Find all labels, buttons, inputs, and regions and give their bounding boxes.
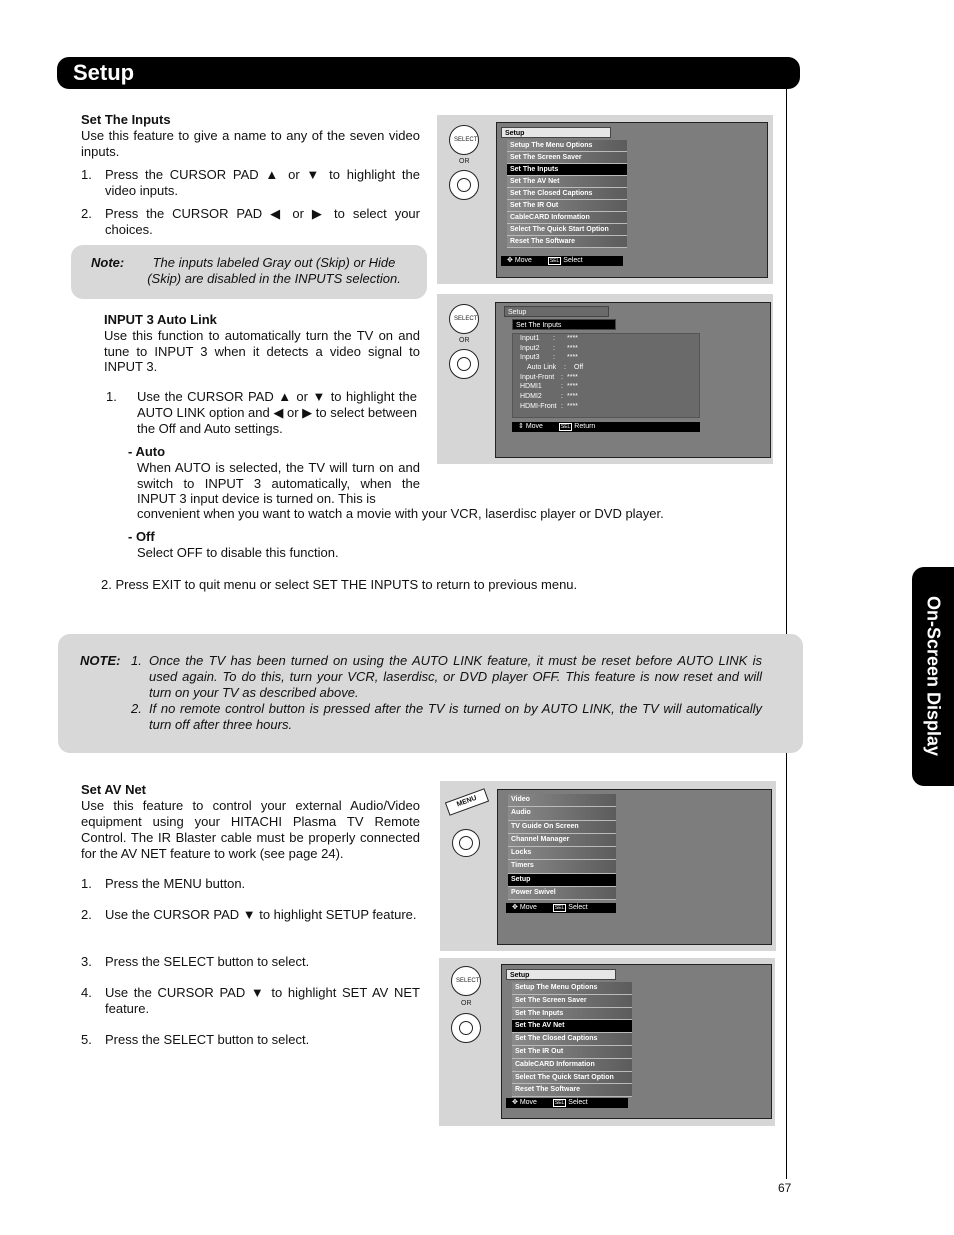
footer-action: Select: [568, 1099, 588, 1106]
cursor-pad-icon: [449, 349, 479, 379]
cursor-center-icon: [459, 1021, 473, 1035]
or-label: OR: [459, 158, 470, 165]
menu-item[interactable]: Setup The Menu Options: [512, 982, 632, 995]
input-sep: :: [553, 335, 555, 342]
step-text: Press the CURSOR PAD ▲ or ▼ to highlight the video inputs.: [105, 167, 420, 198]
auto-link-desc: Use this function to automatically turn the TV on and tune to INPUT 3 when it detects a video signal to INPUT 3.: [104, 328, 420, 374]
footer-move: Move: [525, 423, 543, 430]
input-row[interactable]: [513, 334, 699, 344]
set-inputs-step2-num: 2.: [81, 206, 92, 221]
big-note-n1-num: 1.: [131, 653, 142, 668]
tv-screen-1: [496, 122, 768, 278]
auto-link-step1-num: 1.: [106, 389, 117, 404]
cursor-center-icon: [457, 178, 471, 192]
move-icon: ✥: [507, 257, 515, 264]
footer-action: Return: [574, 423, 596, 430]
select-label: SELECT: [454, 137, 478, 143]
set-inputs-desc: Use this feature to give a name to any of the seven video inputs.: [81, 128, 420, 159]
or-label: OR: [461, 1000, 472, 1007]
menu-item[interactable]: Setup The Menu Options: [507, 140, 627, 152]
sel-badge: SEL: [554, 1100, 565, 1106]
main-menu-list: [508, 794, 616, 900]
menu-item[interactable]: Set The IR Out: [512, 1046, 632, 1059]
input-value: ****: [567, 402, 578, 410]
sel-badge: SEL: [560, 424, 571, 430]
tv-screen-2: [495, 302, 771, 458]
menu-item[interactable]: Timers: [508, 860, 616, 873]
menu-item[interactable]: Set The Closed Captions: [507, 188, 627, 200]
auto-label: - Auto: [128, 444, 166, 459]
av-step-num: 4.: [81, 985, 92, 1000]
side-tab-label: On-Screen Display: [923, 595, 944, 757]
set-inputs-heading: Set The Inputs: [81, 112, 171, 127]
input-row[interactable]: [513, 402, 699, 412]
menu-footer: [506, 1098, 628, 1108]
auto-link-step1: Use the CURSOR PAD ▲ or ▼ to highlight the AUTO LINK option and ◀ or ▶ to select between the Off and Auto settings.: [137, 389, 417, 436]
header-bar: [57, 57, 800, 89]
set-inputs-step2: [105, 206, 420, 237]
tv-screen-4: [501, 964, 772, 1119]
input-label: HDMI2: [520, 393, 542, 401]
select-label: SELECT: [456, 978, 480, 984]
menu-button-icon: [445, 788, 489, 816]
input-value: ****: [567, 373, 578, 381]
auto-link-step2: 2. Press EXIT to quit menu or select SET THE INPUTS to return to previous menu.: [101, 577, 578, 592]
menu-item[interactable]: Video: [508, 794, 616, 807]
input-value: ****: [567, 354, 578, 362]
menu-item[interactable]: Select The Quick Start Option: [507, 224, 627, 236]
inputs-list: [512, 333, 700, 418]
menu-item[interactable]: CableCARD Information: [512, 1059, 632, 1072]
av-step-num: 1.: [81, 876, 92, 891]
menu-title: Setup: [504, 306, 609, 317]
cursor-center-icon: [457, 357, 471, 371]
menu-item[interactable]: Select The Quick Start Option: [512, 1072, 632, 1085]
av-step-num: 2.: [81, 907, 92, 922]
menu-item[interactable]: Set The Screen Saver: [507, 152, 627, 164]
input-sep: :: [561, 393, 563, 401]
menu-item[interactable]: TV Guide On Screen: [508, 821, 616, 834]
input-row[interactable]: [513, 363, 699, 373]
input-sep: :: [564, 364, 566, 372]
inputs-note-box: [71, 245, 427, 299]
big-note-n1: Once the TV has been turned on using the AUTO LINK feature, it must be reset before AUTO LINK is used again. To do this, turn your VCR, laserdisc, or DVD player OFF. This feature is now reset and will turn on your TV as described above.: [149, 653, 762, 700]
select-button-icon: [451, 966, 481, 996]
input-row[interactable]: [513, 392, 699, 402]
av-net-desc: Use this feature to control your external Audio/Video equipment using your HITACHI Plasma TV Remote Control. The IR Blaster cable must be properly connected for the AV NET feature to work (see page 24).: [81, 798, 420, 861]
menu-title: Setup: [501, 127, 611, 138]
big-note-box: [58, 634, 803, 753]
menu-item[interactable]: Set The Screen Saver: [512, 995, 632, 1008]
input-label: HDMI-Front: [520, 402, 557, 410]
input-sep: :: [553, 344, 555, 352]
big-note-n2-num: 2.: [131, 701, 142, 716]
move-icon: ✥: [512, 1099, 520, 1106]
menu-footer: [506, 903, 616, 913]
input-value: ****: [567, 393, 578, 401]
footer-action: Select: [563, 257, 583, 264]
footer-move: Move: [519, 904, 537, 911]
tv-screen-3: [497, 789, 772, 945]
menu-item[interactable]: Set The Inputs: [512, 1008, 632, 1021]
menu-list: [512, 982, 632, 1097]
big-note-n2: If no remote control button is pressed after the TV is turned on by AUTO LINK, the TV will automatically turn off after three hours.: [149, 701, 762, 732]
sel-badge: SEL: [554, 905, 565, 911]
input-sep: :: [561, 383, 563, 391]
cursor-pad-icon: [452, 829, 480, 857]
screen-panel-4: [439, 958, 775, 1126]
off-label: - Off: [128, 529, 155, 544]
input-value: ****: [567, 383, 578, 391]
screen-panel-2: [437, 294, 773, 464]
input-label: HDMI1: [520, 383, 542, 391]
sel-badge: SEL: [549, 258, 560, 264]
screen-panel-3: [440, 781, 776, 951]
select-label: SELECT: [454, 316, 478, 322]
input-value: Off: [574, 364, 584, 372]
input-sep: :: [553, 354, 555, 362]
menu-item[interactable]: Audio: [508, 807, 616, 820]
note-text: The inputs labeled Gray out (Skip) or Hide (Skip) are disabled in the INPUTS selection.: [147, 255, 401, 286]
auto-link-heading: INPUT 3 Auto Link: [104, 312, 217, 327]
av-step: Press the MENU button.: [105, 876, 246, 891]
menu-list: [507, 140, 627, 248]
cursor-pad-icon: [449, 170, 479, 200]
page-number: 67: [778, 1181, 792, 1195]
select-button-icon: [449, 304, 479, 334]
set-inputs-step1: [105, 167, 420, 198]
input-label: Input3: [520, 354, 540, 362]
footer-move: Move: [514, 257, 532, 264]
menu-subtitle: Set The Inputs: [512, 319, 616, 330]
menu-item[interactable]: CableCARD Information: [507, 212, 627, 224]
menu-item[interactable]: Set The IR Out: [507, 200, 627, 212]
menu-label: MENU: [455, 794, 478, 809]
set-inputs-step1-num: 1.: [81, 167, 92, 182]
auto-text: When AUTO is selected, the TV will turn on and switch to INPUT 3 automatically, when the INPUT 3 input device is turned on. This is: [137, 460, 420, 506]
move-icon: ⇕: [518, 423, 526, 430]
input-row[interactable]: [513, 382, 699, 392]
select-button-icon: [449, 125, 479, 155]
input-sep: :: [561, 373, 563, 381]
off-text: Select OFF to disable this function.: [137, 545, 339, 560]
or-label: OR: [459, 337, 470, 344]
input-row[interactable]: [513, 353, 699, 363]
menu-footer: [501, 256, 623, 266]
big-note-label: NOTE:: [80, 653, 121, 668]
input-label: Auto Link: [527, 364, 557, 372]
menu-item[interactable]: Reset The Software: [512, 1084, 632, 1097]
cursor-center-icon: [459, 836, 473, 850]
side-tab: [912, 567, 954, 786]
move-icon: ✥: [512, 904, 520, 911]
av-step: Use the CURSOR PAD ▼ to highlight SETUP feature.: [105, 907, 417, 922]
menu-item[interactable]: Channel Manager: [508, 834, 616, 847]
menu-item[interactable]: Reset The Software: [507, 236, 627, 248]
screen-panel-1: [437, 115, 773, 284]
av-net-heading: Set AV Net: [81, 782, 147, 797]
input-label: Input2: [520, 344, 540, 352]
footer-action: Select: [568, 904, 588, 911]
input-value: ****: [567, 335, 578, 342]
av-step-num: 3.: [81, 954, 92, 969]
input-value: ****: [567, 344, 578, 352]
menu-title: Setup: [506, 969, 616, 980]
input-row[interactable]: [513, 344, 699, 354]
input-sep: :: [561, 402, 563, 410]
cursor-pad-icon: [451, 1013, 481, 1043]
menu-item-selected[interactable]: Set The AV Net: [512, 1020, 632, 1033]
menu-footer: [512, 422, 700, 432]
menu-item-selected[interactable]: Set The Inputs: [507, 164, 627, 176]
av-step-num: 5.: [81, 1032, 92, 1047]
input-label: Input1: [520, 335, 540, 342]
menu-item[interactable]: Set The Closed Captions: [512, 1033, 632, 1046]
av-step: Press the SELECT button to select.: [105, 954, 310, 969]
note-label: Note:: [91, 255, 125, 270]
input-label: Input-Front: [520, 373, 555, 381]
footer-move: Move: [519, 1099, 537, 1106]
auto-text-continued: convenient when you want to watch a movie with your VCR, laserdisc player or DVD player.: [137, 506, 664, 521]
page-title: Setup: [73, 60, 135, 85]
menu-item[interactable]: Locks: [508, 847, 616, 860]
menu-item-selected[interactable]: Setup: [508, 874, 616, 887]
menu-item[interactable]: Power Swivel: [508, 887, 616, 900]
menu-item[interactable]: Set The AV Net: [507, 176, 627, 188]
av-step: Press the SELECT button to select.: [105, 1032, 310, 1047]
step-text: Press the CURSOR PAD ◀ or ▶ to select your choices.: [105, 206, 420, 237]
input-row[interactable]: [513, 373, 699, 383]
av-step: Use the CURSOR PAD ▼ to highlight SET AV NET feature.: [105, 985, 420, 1016]
